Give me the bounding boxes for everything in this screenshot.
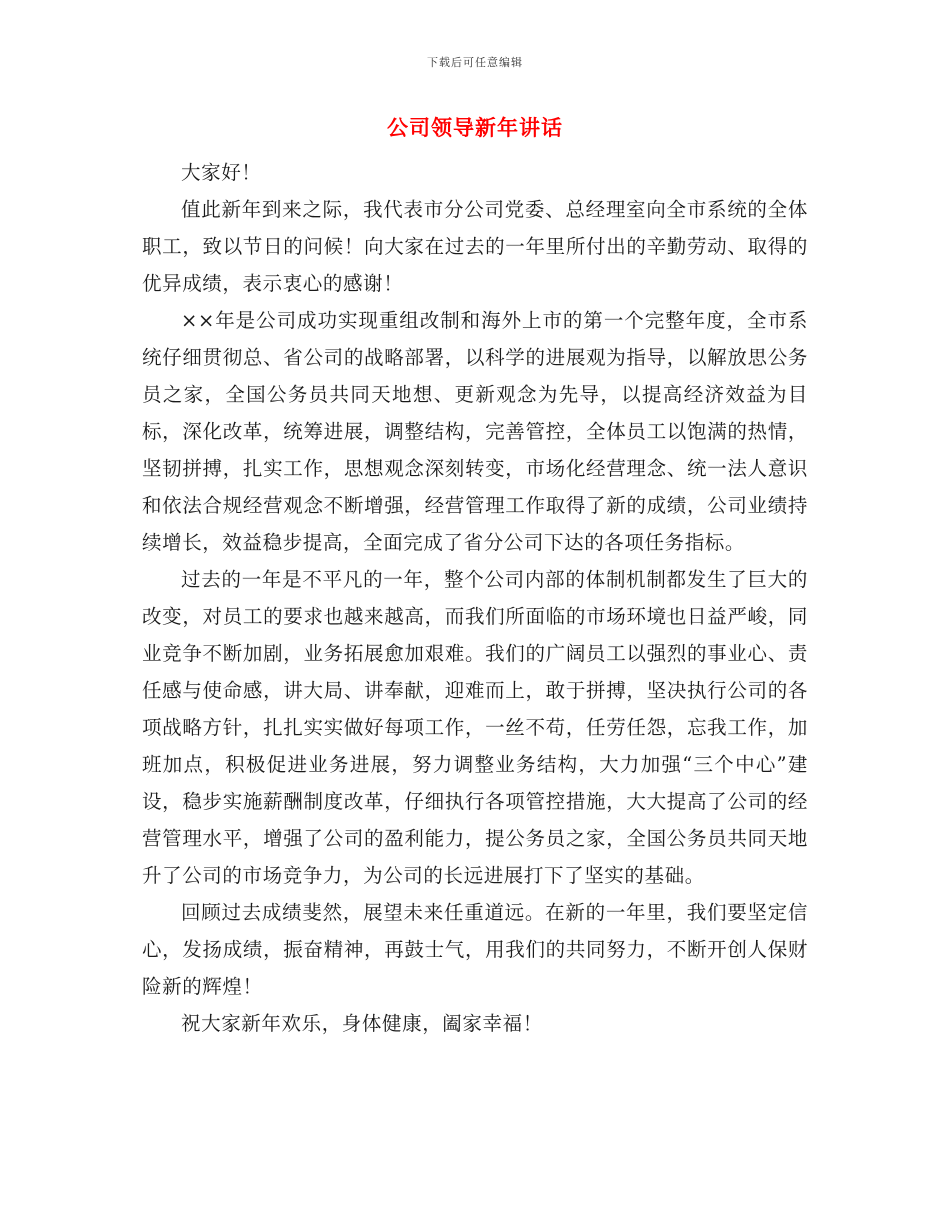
paragraph-wishes: 祝大家新年欢乐，身体健康，阖家幸福！ — [181, 1012, 543, 1035]
document-title: 公司领导新年讲话 — [387, 115, 563, 140]
header-note: 下载后可任意编辑 — [427, 56, 523, 69]
document-body — [142, 154, 808, 1042]
paragraph-thanks: 值此新年到来之际，我代表市分公司党委、总经理室向全市系统的全体职工，致以节日的问候！向大家在过去的一年里所付出的辛勤劳动、取得的优异成绩，表示衷心的感谢！ — [142, 198, 808, 295]
paragraph-outlook: 回顾过去成绩斐然，展望未来任重道远。在新的一年里，我们要坚定信心，发扬成绩，振奋精神，再鼓士气，用我们的共同努力，不断开创人保财险新的辉煌！ — [142, 901, 808, 998]
paragraph-past-year: 过去的一年是不平凡的一年，整个公司内部的体制机制都发生了巨大的改变，对员工的要求也越来越高，而我们所面临的市场环境也日益严峻，同业竞争不断加剧，业务拓展愈加艰难。我们的广阔员工以强烈的事业心、责任感与使命感，讲大局、讲奉献，迎难而上，敢于拼搏，坚决执行公司的各项战略方针，扎扎实实做好每项工作，一丝不苟，任劳任怨，忘我工作，加班加点，积极促进业务进展，努力调整业务结构，大力加强“三个中心”建设，稳步实施薪酬制度改革，仔细执行各项管控措施，大大提高了公司的经营管理水平，增强了公司的盈利能力，提公务员之家，全国公务员共同天地升了公司的市场竞争力，为公司的长远进展打下了坚实的基础。 — [142, 568, 808, 887]
paragraph-greeting: 大家好！ — [181, 161, 262, 184]
paragraph-year-review: ××年是公司成功实现重组改制和海外上市的第一个完整年度，全市系统仔细贯彻总、省公司的战略部署，以科学的进展观为指导，以解放思公务员之家，全国公务员共同天地想、更新观念为先导，以提高经济效益为目标，深化改革，统筹进展，调整结构，完善管控，全体员工以饱满的热情，坚韧拼搏，扎实工作，思想观念深刻转变，市场化经营理念、统一法人意识和依法合规经营观念不断增强，经营管理工作取得了新的成绩，公司业绩持续增长，效益稳步提高，全面完成了省分公司下达的各项任务指标。 — [142, 309, 808, 554]
